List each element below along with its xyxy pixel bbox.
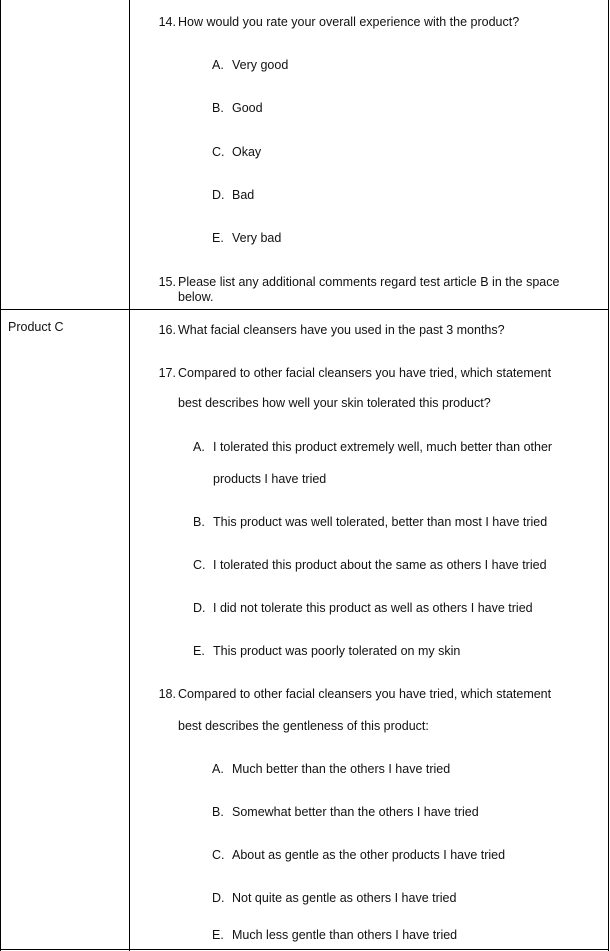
q17-option-text-line1: I tolerated this product extremely well, much better than other <box>213 440 553 454</box>
q14-option-text: Okay <box>232 145 262 159</box>
question-17-text-line1: Compared to other facial cleansers you have tried, which statement <box>178 366 552 380</box>
q18-option-text: Not quite as gentle as others I have tried <box>232 891 457 905</box>
q17-option-text: I did not tolerate this product as well as others I have tried <box>213 601 533 615</box>
question-15-text-line1: Please list any additional comments regard test article B in the space <box>178 275 560 289</box>
q17-option-text-line2: products I have tried <box>213 472 327 486</box>
q18-option-letter: D. <box>212 891 225 905</box>
q14-option-letter: E. <box>212 231 224 245</box>
q17-option-letter: D. <box>193 601 206 615</box>
question-16-number: 16. <box>158 323 176 337</box>
table-border-left <box>0 0 1 951</box>
question-18-number: 18. <box>158 687 176 701</box>
q14-option-letter: C. <box>212 145 225 159</box>
row-label-product-c: Product C <box>8 320 64 334</box>
q17-option-letter: C. <box>193 558 206 572</box>
question-18-text-line2: best describes the gentleness of this product: <box>178 719 429 733</box>
q14-option-text: Very good <box>232 58 289 72</box>
question-16-text: What facial cleansers have you used in the past 3 months? <box>178 323 505 337</box>
q18-option-text: Somewhat better than the others I have tried <box>232 805 479 819</box>
q17-option-letter: A. <box>193 440 205 454</box>
q14-option-letter: D. <box>212 188 225 202</box>
table-border-right <box>608 0 609 951</box>
q14-option-text: Very bad <box>232 231 282 245</box>
q18-option-letter: A. <box>212 762 224 776</box>
q18-option-text: About as gentle as the other products I have tried <box>232 848 506 862</box>
table-row-divider <box>0 309 609 310</box>
q17-option-letter: E. <box>193 644 205 658</box>
question-15-number: 15. <box>158 275 176 289</box>
q17-option-text: This product was poorly tolerated on my skin <box>213 644 461 658</box>
q14-option-letter: B. <box>212 101 224 115</box>
question-18-text-line1: Compared to other facial cleansers you have tried, which statement <box>178 687 552 701</box>
question-14-number: 14. <box>158 15 176 29</box>
question-17-text-line2: best describes how well your skin tolerated this product? <box>178 396 491 410</box>
q14-option-text: Bad <box>232 188 255 202</box>
q17-option-text: I tolerated this product about the same as others I have tried <box>213 558 547 572</box>
table-column-divider <box>129 0 130 951</box>
q18-option-letter: E. <box>212 928 224 942</box>
q18-option-text: Much less gentle than others I have tried <box>232 928 458 942</box>
q18-option-letter: C. <box>212 848 225 862</box>
question-15-text-line2: below. <box>178 290 214 304</box>
q18-option-letter: B. <box>212 805 224 819</box>
question-14-text: How would you rate your overall experience with the product? <box>178 15 520 29</box>
question-17-number: 17. <box>158 366 176 380</box>
q17-option-text: This product was well tolerated, better than most I have tried <box>213 515 548 529</box>
q17-option-letter: B. <box>193 515 205 529</box>
q14-option-text: Good <box>232 101 263 115</box>
table-border-bottom <box>0 949 609 950</box>
q14-option-letter: A. <box>212 58 224 72</box>
q18-option-text: Much better than the others I have tried <box>232 762 451 776</box>
